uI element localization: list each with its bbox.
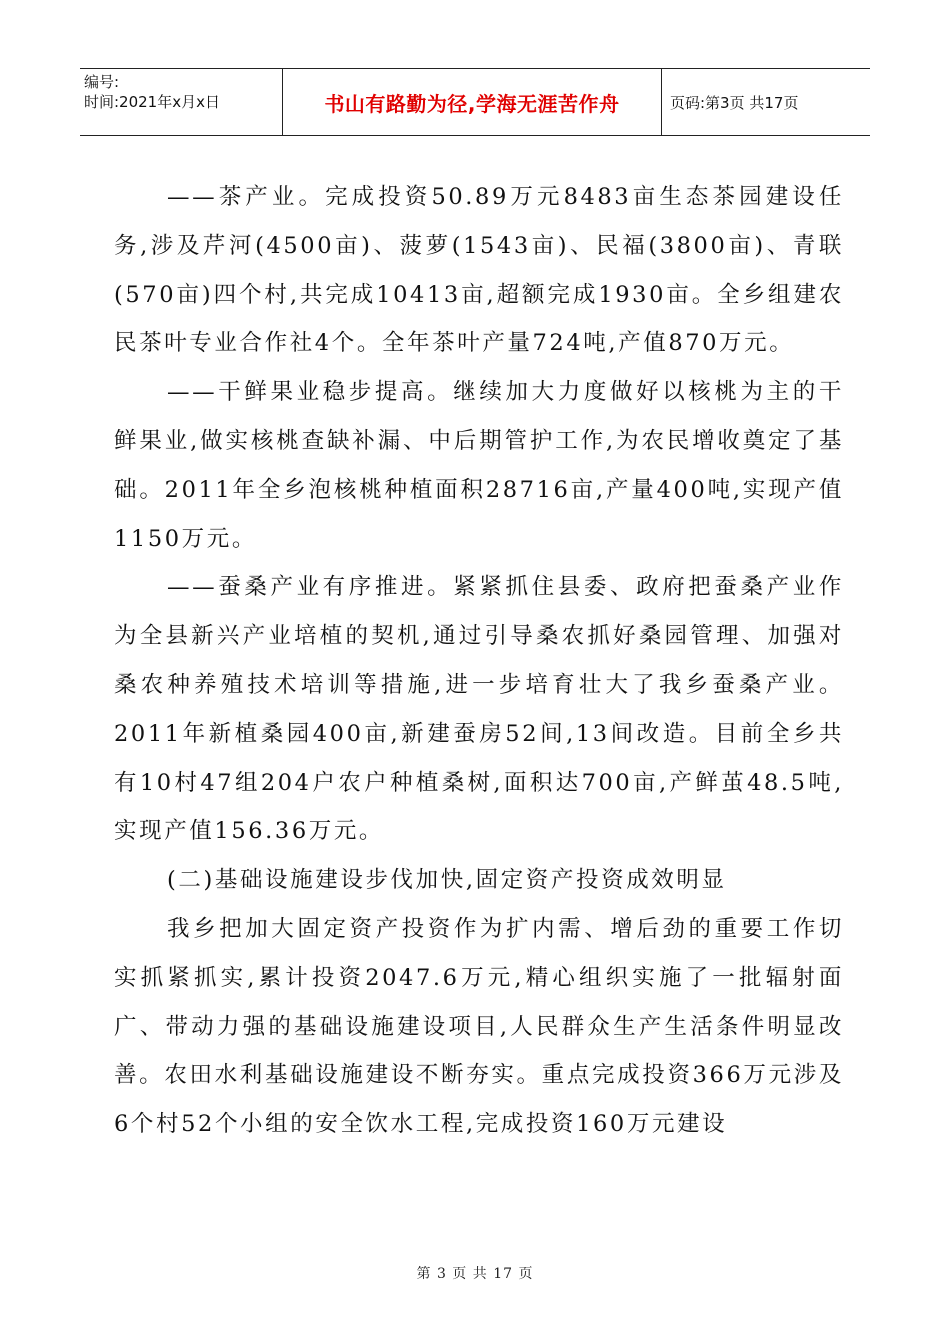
paragraph-tea-industry: ——茶产业。完成投资50.89万元8483亩生态茶园建设任务,涉及芹河(4500亩)、菠萝(1543亩)、民福(3800亩)、青联(570亩)四个村,共完成10413亩,超额完成1930亩。全乡组建农民茶叶专业合作社4个。全年茶叶产量724吨,产值870万元。 xyxy=(114,184,844,357)
document-header xyxy=(80,68,870,136)
paragraph-infrastructure: 我乡把加大固定资产投资作为扩内需、增后劲的重要工作切实抓紧抓实,累计投资2047.6万元,精心组织实施了一批辐射面广、带动力强的基础设施建设项目,人民群众生产生活条件明显改善。农田水利基础设施建设不断夯实。重点完成投资366万元涉及6个村52个小组的安全饮水工程,完成投资160万元建设 xyxy=(114,915,844,1138)
header-meta-cell xyxy=(80,69,283,135)
section-heading-infrastructure: (二)基础设施建设步伐加快,固定资产投资成效明显 xyxy=(167,867,727,894)
document-time-label: 时间:2021年x月x日 xyxy=(84,93,220,111)
header-motto: 书山有路勤为径,学海无涯苦作舟 xyxy=(283,69,662,135)
paragraph-sericulture-industry: ——蚕桑产业有序推进。紧紧抓住县委、政府把蚕桑产业作为全县新兴产业培植的契机,通过引导桑农抓好桑园管理、加强对桑农种养殖技术培训等措施,进一步培育壮大了我乡蚕桑产业。2011年新植桑园400亩,新建蚕房52间,13间改造。目前全乡共有10村47组204户农户种植桑树,面积达700亩,产鲜茧48.5吨,实现产值156.36万元。 xyxy=(114,574,844,845)
header-page-info: 页码:第3页 共17页 xyxy=(670,93,799,112)
paragraph-fruit-industry: ——干鲜果业稳步提高。继续加大力度做好以核桃为主的干鲜果业,做实核桃查缺补漏、中后期管护工作,为农民增收奠定了基础。2011年全乡泡核桃种植面积28716亩,产量400吨,实现产值1150万元。 xyxy=(114,379,844,552)
document-body xyxy=(114,173,844,1149)
document-number-label: 编号: xyxy=(84,73,120,91)
page-footer: 第 3 页 共 17 页 xyxy=(416,1266,534,1282)
